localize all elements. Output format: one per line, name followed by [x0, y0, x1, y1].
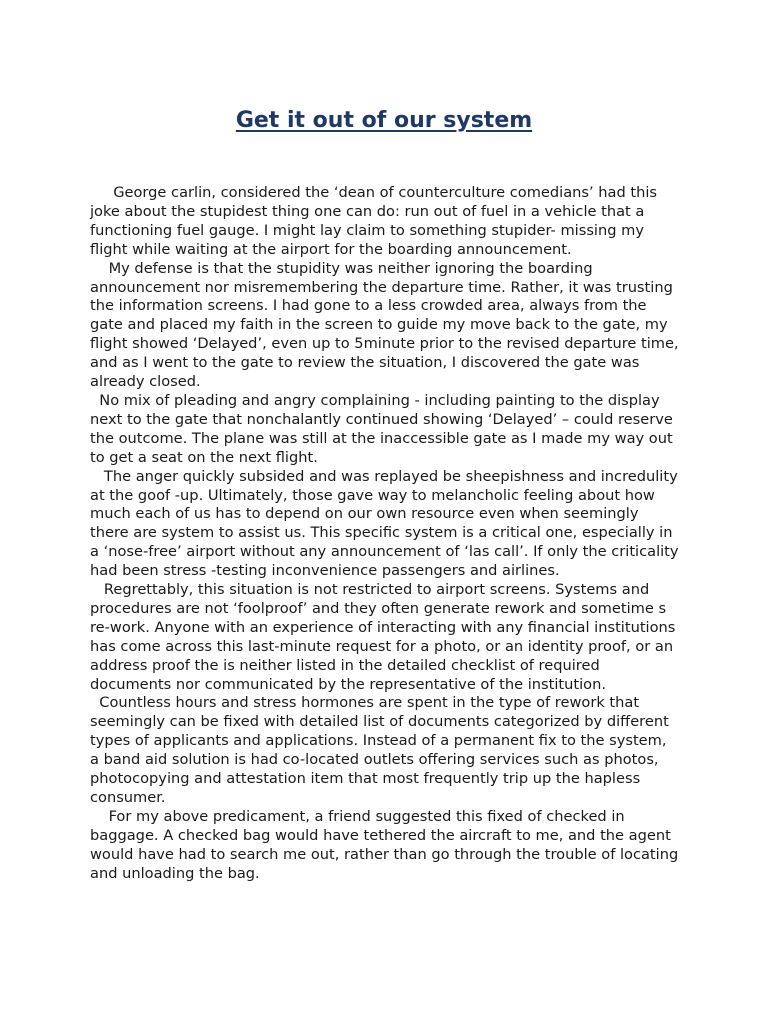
- paragraph-2: My defense is that the stupidity was neither ignoring the boarding announcement nor misremembering the departure time. Rather, it was trusting the information screens. I had gone to a less crowded area, always from the gate and placed my faith in the screen to guide my move back to the gate, my flight showed ‘Delayed’, even up to 5minute prior to the revised departure time, and as I went to the gate to review the situation, I discovered the gate was already closed.: [90, 259, 684, 391]
- document-title: Get it out of our system: [235, 108, 533, 133]
- paragraph-7: For my above predicament, a friend suggested this fixed of checked in baggage. A checked bag would have tethered the aircraft to me, and the agent would have had to search me out, rather than go through the trouble of locating and unloading the bag.: [90, 807, 683, 882]
- paragraph-4: The anger quickly subsided and was replayed be sheepishness and incredulity at the goof -up. Ultimately, those gave way to melancholic feeling about how much each of us has to depend on our own resource even when seemingly there are system to assist us. This specific system is a critical one, especially in a ‘nose-free’ airport without any announcement of ‘las call’. If only the criticality had been stress -testing inconvenience passengers and airlines.: [90, 467, 684, 580]
- document-body: [90, 184, 684, 884]
- paragraph-5: Regrettably, this situation is not restricted to airport screens. Systems and procedures are not ‘foolproof’ and they often generate rework and sometime s re-work. Anyone with an experience of interacting with any financial institutions has come across this last-minute request for a photo, or an identity proof, or an address proof the is neither listed in the detailed checklist of required documents nor communicated by the representative of the institution.: [90, 581, 681, 693]
- paragraph-3: No mix of pleading and angry complaining - including painting to the display next to the gate that nonchalantly continued showing ‘Delayed’ – could reserve the outcome. The plane was still at the inaccessible gate as I made my way out to get a seat on the next flight.: [90, 391, 678, 466]
- paragraph-1: George carlin, considered the ‘dean of counterculture comedians’ had this joke about the stupidest thing one can do: run out of fuel in a vehicle that a functioning fuel gauge. I might lay claim to something stupider- missing my flight while waiting at the airport for the boarding announcement.: [90, 184, 662, 258]
- paragraph-6: Countless hours and stress hormones are spent in the type of rework that seemingly can be fixed with detailed list of documents categorized by different types of applicants and applications. Instead of a permanent fix to the system, a band aid solution is had co-located outlets offering services such as photos, photocopying and attestation item that most frequently trip up the hapless consumer.: [90, 694, 674, 806]
